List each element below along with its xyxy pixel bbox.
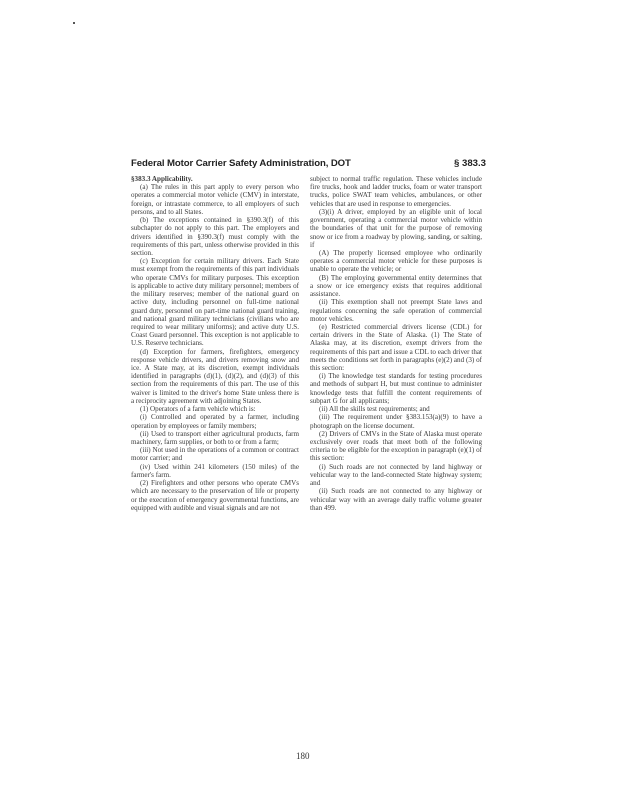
- paragraph: (1) Operators of a farm vehicle which is:: [140, 405, 256, 414]
- right-text-column: [310, 175, 482, 512]
- paragraph: (i) Controlled and operated by a farmer, including operation by employees or family members;: [131, 413, 299, 430]
- paragraph: (iv) Used within 241 kilometers (150 miles) of the farmer's farm.: [131, 462, 299, 479]
- paragraph: (ii) Used to transport either agricultural products, farm machinery, farm supplies, or both to or from a farm;: [131, 429, 299, 446]
- paragraph: (3)(i) A driver, employed by an eligible unit of local government, operating a commercial motor vehicle within the boundaries of that unit for the purpose of removing snow or ice from a roadway by plowing, sanding, or salting, if: [310, 207, 482, 249]
- paragraph: (e) Restricted commercial drivers license (CDL) for certain drivers in the State of Alaska. (1) The State of Alaska may, at its discretion, exempt drivers from the requirements of this part and issue a CDL to each driver that meets the conditions set forth in paragraphs (e)(2) and (3) of this section:: [310, 322, 482, 373]
- running-header: [131, 158, 486, 172]
- paragraph: (iii) Not used in the operations of a common or contract motor carrier; and: [131, 446, 299, 463]
- paragraph: (ii) This exemption shall not preempt State laws and regulations concerning the safe operation of commercial motor vehicles.: [310, 298, 482, 323]
- paragraph: (iii) The requirement under §383.153(a)(9) to have a photograph on the license document.: [310, 413, 482, 430]
- paragraph: (2) Firefighters and other persons who operate CMVs which are necessary to the preservation of life or property or the execution of emergency governmental functions, are equipped with audible and visual signals and are not: [131, 479, 299, 512]
- paragraph: (a) The rules in this part apply to every person who operates a commercial motor vehicle (CMV) in interstate, foreign, or intrastate commerce, to all employers of such persons, and to all States.: [131, 183, 299, 216]
- paragraph: (i) The knowledge test standards for testing procedures and methods of subpart H, but must continue to administer knowledge tests that fulfill the content requirements of subpart G for all applicants;: [310, 372, 482, 405]
- header-section-number: § 383.3: [453, 158, 486, 169]
- paragraph: (d) Exception for farmers, firefighters, emergency response vehicle drivers, and drivers removing snow and ice. A State may, at its discretion, exempt individuals identified in paragraphs (d)(1), (d)(2), and (d)(3) of this section from the requirements of this part. The use of this waiver is limited to the driver's home State unless there is a reciprocity agreement with adjoining States.: [131, 347, 299, 405]
- page-number: 180: [296, 751, 310, 761]
- paragraph: subject to normal traffic regulation. These vehicles include fire trucks, hook and ladder trucks, foam or water transport trucks, police SWAT team vehicles, ambulances, or other vehicles that are used in response to emergencies.: [310, 175, 482, 208]
- paragraph: (b) The exceptions contained in §390.3(f) of this subchapter do not apply to this part. The employers and drivers identified in §390.3(f) must comply with the requirements of this part, unless otherwise provided in this section.: [131, 216, 299, 257]
- paragraph: (B) The employing governmental entity determines that a snow or ice emergency exists that requires additional assistance.: [310, 273, 482, 299]
- paragraph: (c) Exception for certain military drivers. Each State must exempt from the requirements of this part individuals who operate CMVs for military purposes. This exception is applicable to active duty military personnel; members of the military reserves; member of the national guard on active duty, including personnel on full-time national guard duty, personnel on part-time national guard training, and national guard military technicians (civilians who are required to wear military uniforms); and active duty U.S. Coast Guard personnel. This exception is not applicable to U.S. Reserve technicians.: [131, 257, 299, 348]
- paragraph: (A) The properly licensed employee who ordinarily operates a commercial motor vehicle for these purposes is unable to operate the vehicle; or: [310, 248, 482, 274]
- section-heading: §383.3 Applicability.: [131, 175, 193, 183]
- paragraph: (ii) All the skills test requirements; and: [319, 405, 430, 414]
- scan-speck: [73, 22, 75, 24]
- paragraph: (ii) Such roads are not connected to any highway or vehicular way with an average daily traffic volume greater than 499.: [310, 487, 482, 512]
- header-agency-title: Federal Motor Carrier Safety Administration, DOT: [131, 158, 351, 169]
- left-text-column: [131, 175, 299, 512]
- paragraph: (i) Such roads are not connected by land highway or vehicular way to the land-connected State highway system; and: [310, 462, 482, 488]
- paragraph: (2) Drivers of CMVs in the State of Alaska must operate exclusively over roads that meet both of the following criteria to be eligible for the exception in paragraph (e)(1) of this section:: [310, 429, 482, 463]
